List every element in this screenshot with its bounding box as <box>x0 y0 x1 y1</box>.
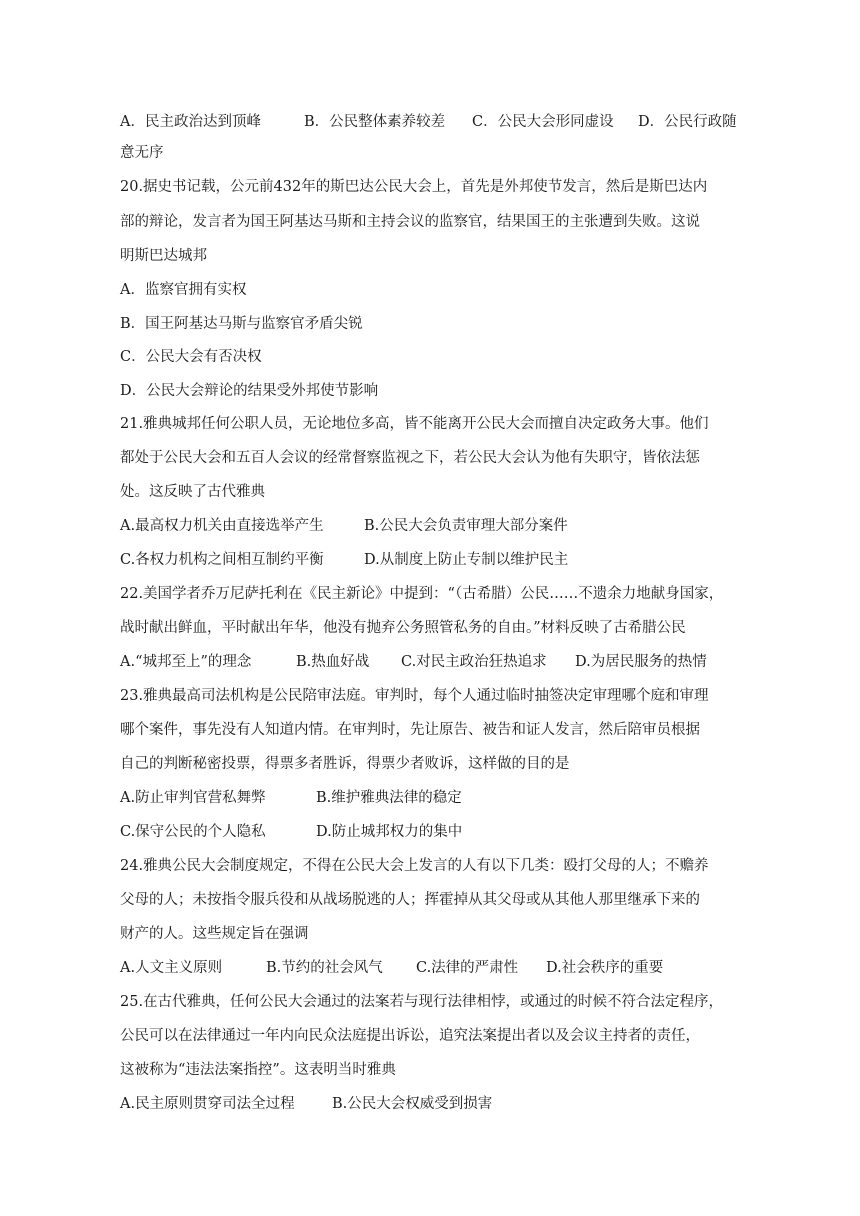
q22-options-row <box>120 652 740 672</box>
q19-option-a: A．民主政治达到顶峰 <box>120 114 261 130</box>
q24-option-c: C.法律的严肃性 <box>416 960 519 976</box>
q19-option-b: B．公民整体素养较差 <box>304 114 446 130</box>
q20-option-b: B．国王阿基达马斯与监察官矛盾尖锐 <box>120 316 363 332</box>
q19-option-c: C．公民大会形同虚设 <box>472 114 614 130</box>
q21-option-b: B.公民大会负责审理大部分案件 <box>364 518 568 534</box>
q24-options-row <box>120 958 720 978</box>
q19-option-d-wrap: 意无序 <box>120 145 164 161</box>
q22-option-c: C.对民主政治狂热追求 <box>401 654 547 670</box>
q24-option-d: D.社会秩序的重要 <box>546 960 664 976</box>
q25-stem-line-1: 25.在古代雅典，任何公民大会通过的法案若与现行法律相悖，或通过的时候不符合法定程序， <box>120 994 724 1010</box>
q21-stem-line-2: 都处于公民大会和五百人会议的经常督察监视之下，若公民大会认为他有失职守，皆依法惩 <box>120 450 700 466</box>
q21-option-a: A.最高权力机关由直接选举产生 <box>120 518 324 534</box>
q24-stem-line-1: 24.雅典公民大会制度规定，不得在公民大会上发言的人有以下几类：殴打父母的人；不赡养 <box>120 858 709 874</box>
q23-options-row-2 <box>120 822 620 842</box>
q20-stem-line-2: 部的辩论，发言者为国王阿基达马斯和主持会议的监察官，结果国王的主张遭到失败。这说 <box>120 214 700 230</box>
q24-stem-line-2: 父母的人；未按指令服兵役和从战场脱逃的人；挥霍掉从其父母或从其他人那里继承下来的 <box>120 892 700 908</box>
q25-option-a: A.民主原则贯穿司法全过程 <box>120 1096 295 1112</box>
q21-stem-line-3: 处。这反映了古代雅典 <box>120 484 265 500</box>
q22-option-a: A.“城邦至上”的理念 <box>120 654 252 670</box>
q22-option-d: D.为居民服务的热情 <box>575 654 707 670</box>
q23-option-d: D.防止城邦权力的集中 <box>316 824 463 840</box>
q20-option-c: C．公民大会有否决权 <box>120 349 262 365</box>
q20-option-d: D．公民大会辩论的结果受外邦使节影响 <box>120 383 379 399</box>
q19-options-row <box>120 112 770 132</box>
q20-option-a: A．监察官拥有实权 <box>120 282 247 298</box>
q19-option-d: D．公民行政随 <box>638 114 737 130</box>
q23-option-b: B.维护雅典法律的稳定 <box>316 790 462 806</box>
q21-option-d: D.从制度上防止专制以维护民主 <box>364 552 569 568</box>
q23-option-a: A.防止审判官营私舞弊 <box>120 790 266 806</box>
q20-stem-line-1: 20.据史书记载，公元前432年的斯巴达公民大会上，首先是外邦使节发言，然后是斯巴达内 <box>120 179 708 195</box>
q24-stem-line-3: 财产的人。这些规定旨在强调 <box>120 926 309 942</box>
q22-stem-line-1: 22.美国学者乔万尼萨托利在《民主新论》中提到：“（古希腊）公民……不遗余力地献身国家， <box>120 586 724 602</box>
q21-options-row-2 <box>120 550 720 570</box>
q22-option-b: B.热血好战 <box>296 654 370 670</box>
q23-stem-line-3: 自己的判断秘密投票，得票多者胜诉，得票少者败诉，这样做的目的是 <box>120 756 570 772</box>
q25-option-b: B.公民大会权威受到损害 <box>332 1096 493 1112</box>
q21-options-row-1 <box>120 516 720 536</box>
q25-stem-line-3: 这被称为“违法法案指控”。这表明当时雅典 <box>120 1062 396 1078</box>
q25-stem-line-2: 公民可以在法律通过一年内向民众法庭提出诉讼，追究法案提出者以及会议主持者的责任， <box>120 1028 700 1044</box>
q23-options-row-1 <box>120 788 620 808</box>
q25-options-row <box>120 1094 620 1114</box>
q23-option-c: C.保守公民的个人隐私 <box>120 824 266 840</box>
q23-stem-line-2: 哪个案件，事先没有人知道内情。在审判时，先让原告、被告和证人发言，然后陪审员根据 <box>120 722 700 738</box>
q21-option-c: C.各权力机构之间相互制约平衡 <box>120 552 324 568</box>
q24-option-b: B.节约的社会风气 <box>266 960 383 976</box>
q21-stem-line-1: 21.雅典城邦任何公职人员，无论地位多高，皆不能离开公民大会而擅自决定政务大事。他们 <box>120 416 709 432</box>
q20-stem-line-3: 明斯巴达城邦 <box>120 248 207 264</box>
q23-stem-line-1: 23.雅典最高司法机构是公民陪审法庭。审判时，每个人通过临时抽签决定审理哪个庭和审理 <box>120 688 709 704</box>
q22-stem-line-2: 战时献出鲜血，平时献出年华，他没有抛弃公务照管私务的自由。”材料反映了古希腊公民 <box>120 620 686 636</box>
q24-option-a: A.人文主义原则 <box>120 960 223 976</box>
